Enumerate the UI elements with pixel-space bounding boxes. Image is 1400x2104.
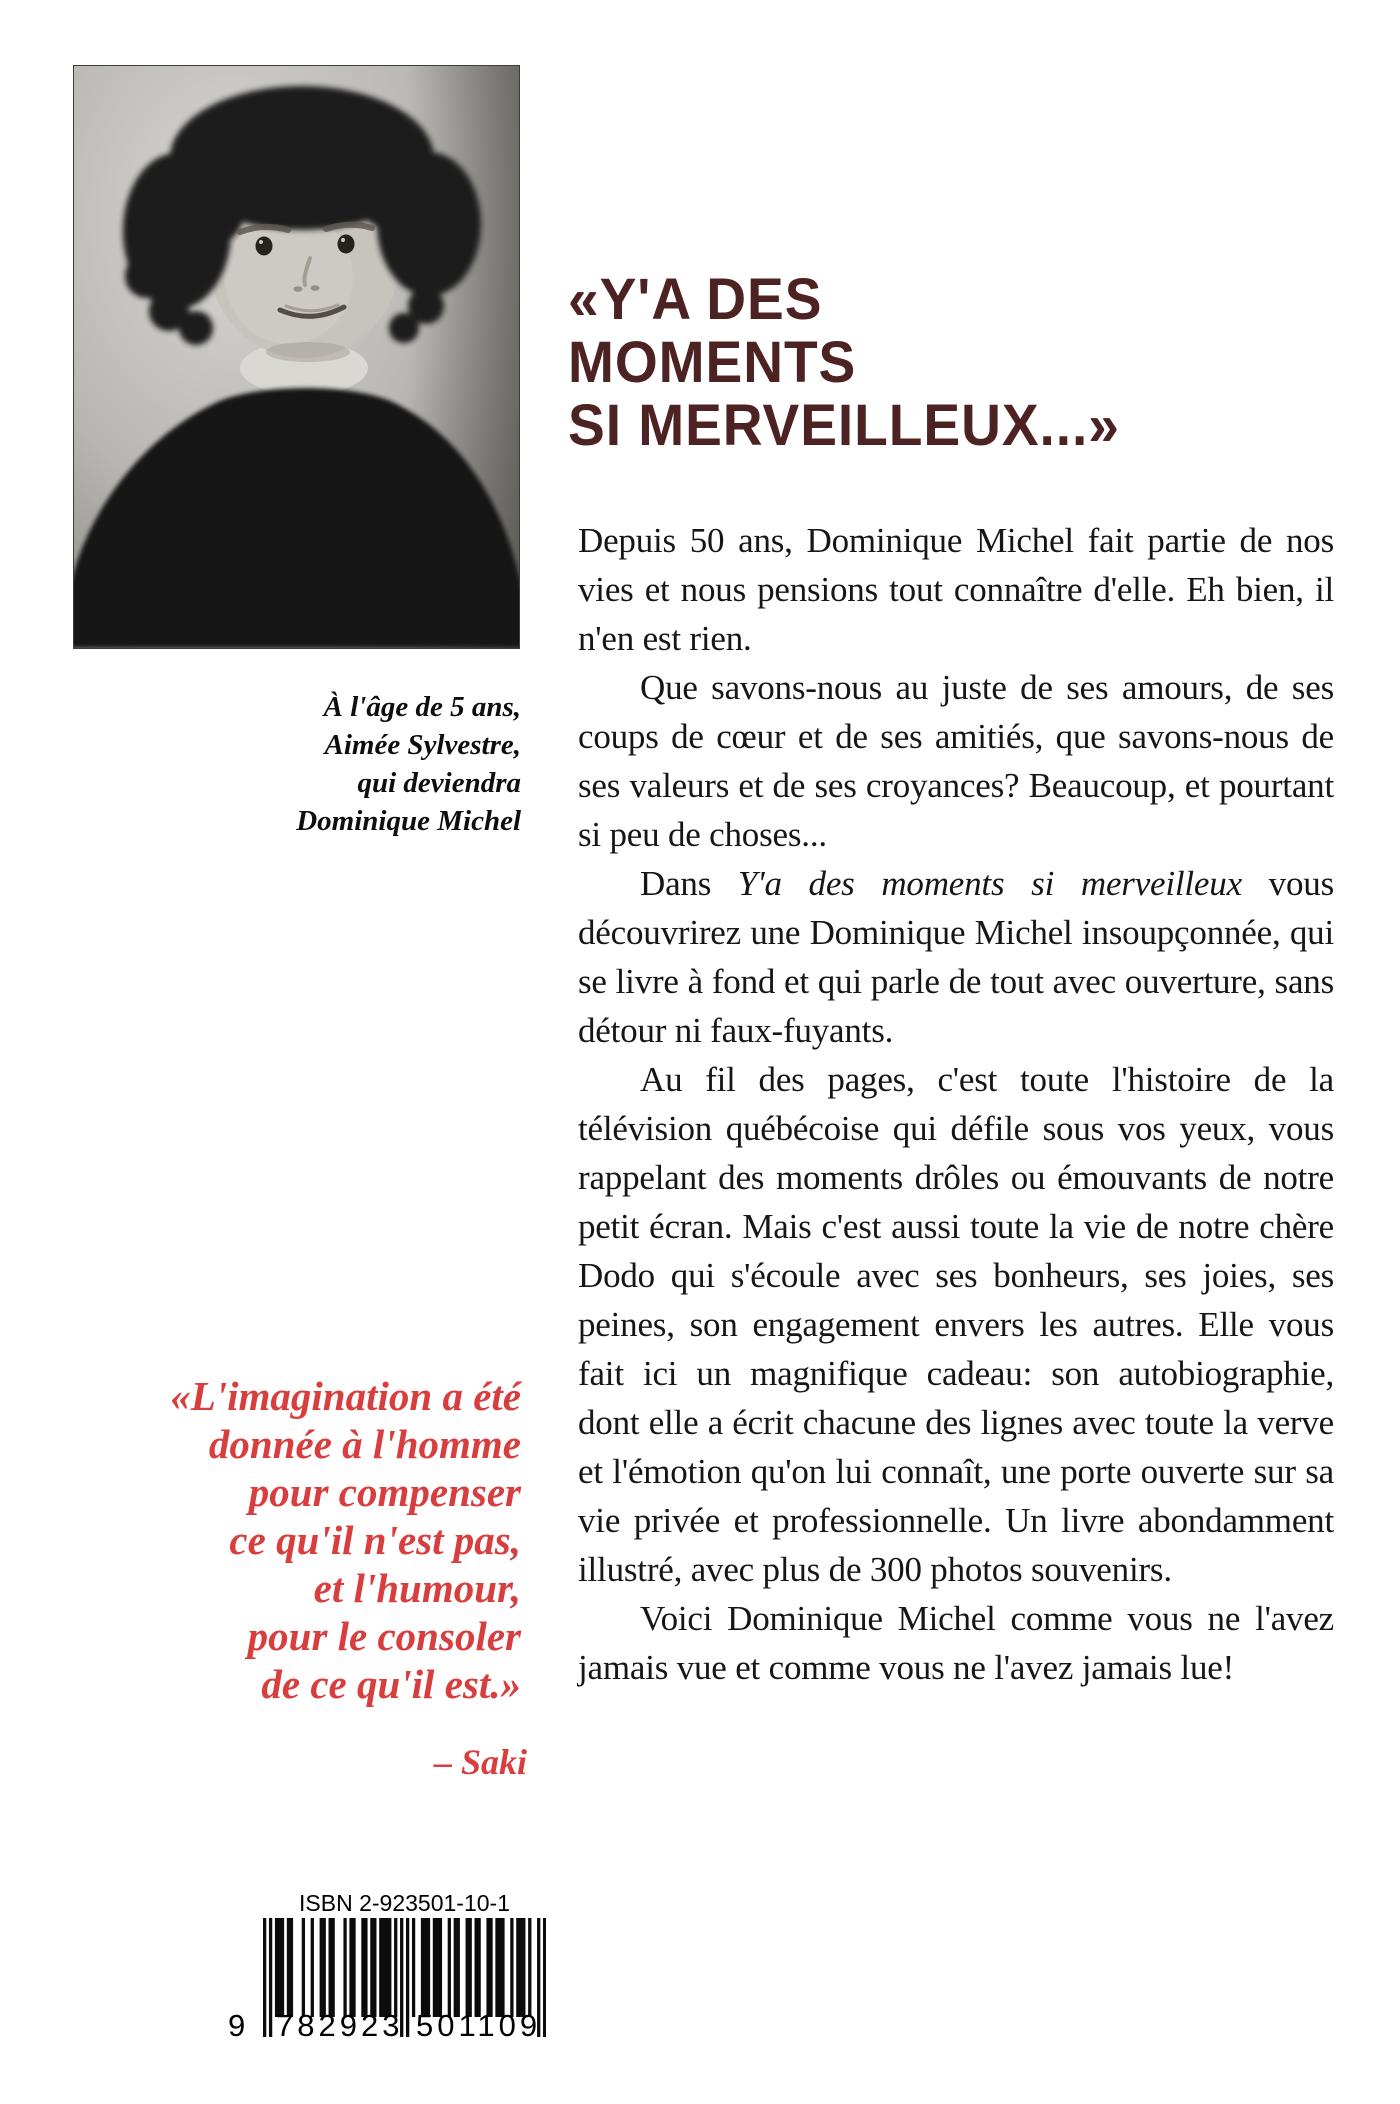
quote-line: pour le consoler	[247, 1613, 521, 1659]
book-title	[568, 268, 1120, 457]
quote-attribution: – Saki	[433, 1742, 527, 1782]
book-title-line: MOMENTS	[568, 330, 857, 395]
quote-line: de ce qu'il est.»	[261, 1661, 521, 1707]
quote-line: et l'humour,	[313, 1565, 521, 1611]
synopsis-paragraph: Au fil des pages, c'est toute l'histoire de la télévision québécoise qui défile sous vos yeux, vous rappelant des moments drôles ou émouvants de notre petit écran. Mais c'est aussi toute la vie de notre chère Dodo qui s'écoule avec ses bonheurs, ses joies, ses peines, son engagement envers les autres. Elle vous fait ici un magnifique cadeau: son autobiographie, dont elle a écrit chacune des lignes avec toute la verve et l'émotion qu'on lui connaît, une porte ouverte sur sa vie privée et professionnelle. Un livre abondamment illustré, avec plus de 300 photos souvenirs.	[578, 1060, 1334, 1589]
synopsis-paragraph: Voici Dominique Michel comme vous ne l'avez jamais vue et comme vous ne l'avez jamais lue!	[578, 1599, 1334, 1687]
photo-caption-line: Dominique Michel	[296, 805, 521, 837]
quote-line: donnée à l'homme	[208, 1421, 521, 1467]
synopsis-paragraph: Que savons-nous au juste de ses amours, de ses coups de cœur et de ses amitiés, que savons-nous de ses valeurs et de ses croyances? Beaucoup, et pourtant si peu de choses...	[578, 668, 1334, 854]
barcode-digits-right: 501109	[416, 2008, 542, 2043]
isbn-label: ISBN 2-923501-10-1	[299, 1890, 510, 1916]
child-portrait-photo	[73, 65, 520, 649]
photo-caption	[160, 688, 521, 840]
quote-line: ce qu'il n'est pas,	[229, 1517, 521, 1563]
synopsis-paragraph: Dans Y'a des moments si merveilleux vous découvrirez une Dominique Michel insoupçonnée, qui se livre à fond et qui parle de tout avec ouverture, sans détour ni faux-fuyants.	[578, 864, 1334, 1050]
portrait-illustration	[74, 66, 519, 648]
barcode-digits-left: 782923	[276, 2008, 404, 2043]
photo-caption-line: À l'âge de 5 ans,	[323, 691, 521, 723]
quote	[80, 1372, 521, 1708]
book-title-line: SI MERVEILLEUX...»	[568, 393, 1120, 458]
barcode-digit-first: 9	[228, 2008, 246, 2043]
quote-line: «L'imagination a été	[170, 1373, 521, 1419]
synopsis	[578, 516, 1334, 1692]
book-title-line: «Y'A DES	[568, 267, 823, 332]
quote-line: pour compenser	[248, 1469, 521, 1515]
synopsis-paragraph: Depuis 50 ans, Dominique Michel fait partie de nos vies et nous pensions tout connaître d'elle. Eh bien, il n'en est rien.	[578, 521, 1334, 658]
photo-caption-line: Aimée Sylvestre,	[324, 729, 521, 761]
photo-caption-line: qui deviendra	[357, 767, 521, 799]
